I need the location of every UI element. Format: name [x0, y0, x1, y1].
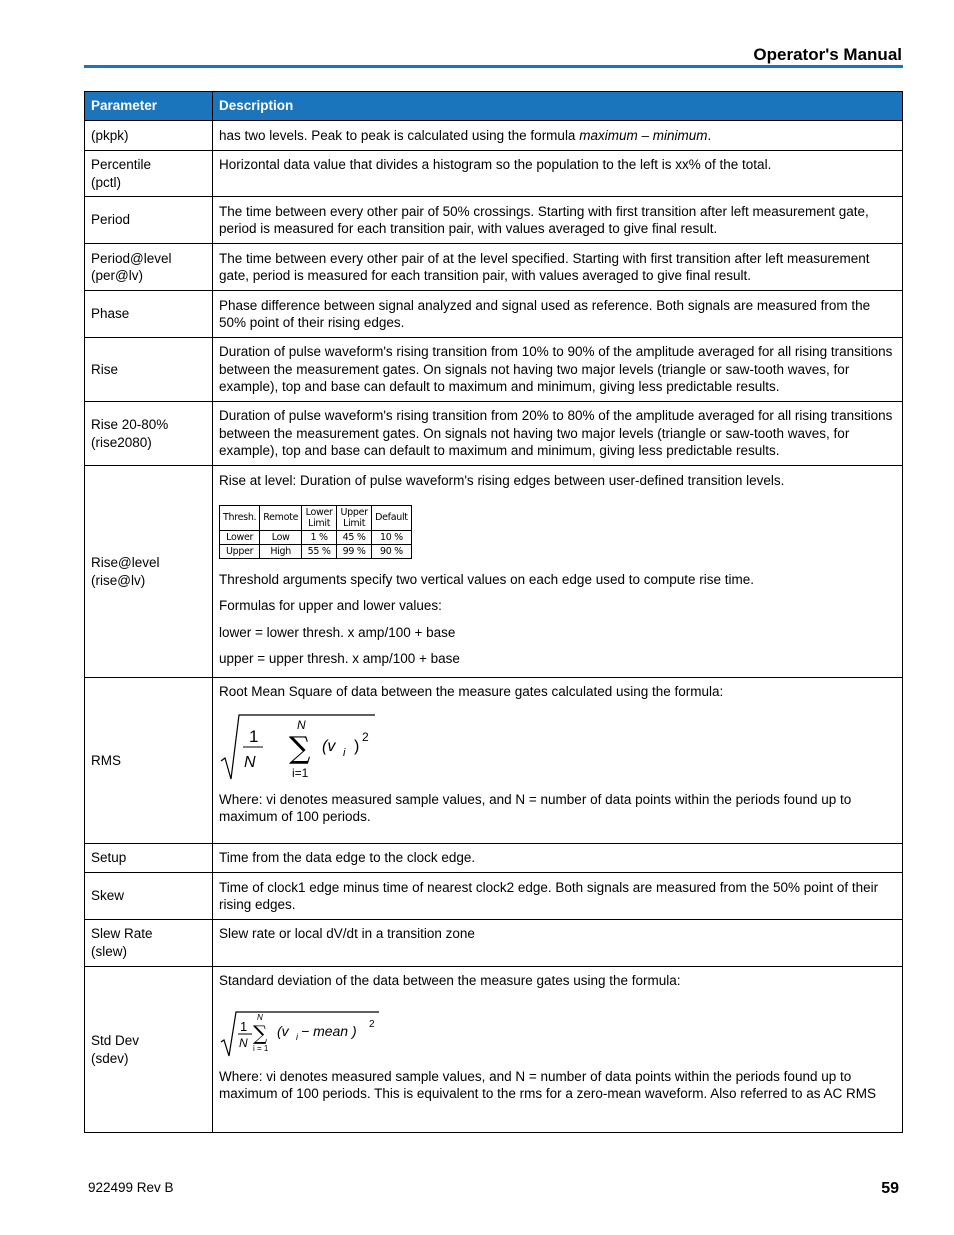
param-name: Period — [91, 212, 131, 228]
formula-term: (v — [277, 1022, 289, 1039]
header-title: Operator's Manual — [753, 45, 902, 64]
desc-text: . — [707, 127, 712, 143]
param-abbrev: (rise2080) — [91, 434, 152, 450]
threshold-cell: 90 % — [372, 544, 412, 558]
threshold-cell: 55 % — [302, 544, 337, 558]
param-cell — [85, 244, 213, 291]
formula-denominator: N — [244, 753, 256, 771]
table-row — [85, 873, 903, 920]
threshold-row — [220, 544, 412, 558]
param-cell — [85, 873, 213, 920]
threshold-cell: 99 % — [337, 544, 372, 558]
desc-text: Duration of pulse waveform's rising transition from 20% to 80% of the amplitude averaged for all rising transitions between the measurement gates. On signals not having two major levels (triangle or saw-tooth waves, for example), top and base can default to maximum and minimum, giving less predictable results. — [219, 408, 893, 459]
sum-lower-limit: i = 1 — [253, 1043, 269, 1053]
desc-text: Slew rate or local dV/dt in a transition zone — [219, 926, 475, 941]
desc-text: has two levels. Peak to peak is calculated using the formula — [219, 127, 580, 143]
threshold-row — [220, 530, 412, 544]
param-cell — [85, 920, 213, 967]
desc-text: Root Mean Square of data between the measure gates calculated using the formula: — [219, 684, 724, 699]
threshold-cell: 10 % — [372, 530, 412, 544]
table-row — [85, 151, 903, 197]
param-name: Percentile — [91, 157, 152, 172]
formula-denominator: N — [239, 1035, 248, 1050]
table-row — [85, 920, 903, 967]
sum-lower-limit: i=1 — [292, 765, 309, 780]
threshold-table — [219, 505, 412, 559]
formula-exponent: 2 — [362, 729, 369, 744]
desc-cell — [213, 291, 903, 338]
param-abbrev: (slew) — [91, 943, 127, 959]
desc-cell — [213, 967, 903, 1133]
desc-cell — [213, 844, 903, 873]
header-parameter: Parameter — [85, 92, 213, 121]
formula-close: ) — [354, 737, 360, 755]
desc-text: Phase difference between signal analyzed and signal used as reference. Both signals are measured from the 50% point of their rising edges. — [219, 297, 871, 330]
desc-note: Where: vi denotes measured sample values, and N = number of data points within the periods found up to maximum of 100 periods. This is equivalent to the rms for a zero-mean waveform. Also referred to as AC RMS — [219, 1068, 877, 1101]
param-name: Skew — [91, 888, 125, 904]
table-row — [85, 402, 903, 466]
desc-text: Standard deviation of the data between the measure gates using the formula: — [219, 973, 681, 988]
sigma-symbol: ∑ — [289, 730, 311, 766]
param-name: Rise — [91, 361, 119, 377]
desc-cell — [213, 402, 903, 466]
desc-cell — [213, 121, 903, 151]
threshold-header: Default — [372, 505, 412, 530]
desc-text: Threshold arguments specify two vertical values on each edge used to compute rise time. — [219, 571, 755, 587]
param-name: Period@level — [91, 250, 172, 266]
desc-text: Duration of pulse waveform's rising transition from 10% to 90% of the amplitude averaged for all rising transitions between the measurement gates. On signals not having two major levels (triangle or saw-tooth waves, for example), top and base can default to maximum and minimum, giving less predictable results. — [219, 344, 893, 395]
formula-exponent: 2 — [369, 1018, 375, 1030]
param-cell — [85, 291, 213, 338]
table-row — [85, 967, 903, 1133]
table-header-row — [85, 92, 903, 121]
header-rule — [84, 65, 903, 68]
threshold-cell: Low — [260, 530, 302, 544]
header-description: Description — [213, 92, 903, 121]
threshold-cell: High — [260, 544, 302, 558]
desc-formula: maximum – minimum — [579, 127, 708, 143]
threshold-header-row — [220, 505, 412, 530]
param-name: Slew Rate — [91, 926, 153, 941]
threshold-cell: 45 % — [337, 530, 372, 544]
desc-cell — [213, 920, 903, 967]
sum-upper-limit: N — [257, 1012, 263, 1022]
parameter-table — [84, 91, 903, 1133]
desc-text: lower = lower thresh. x amp/100 + base — [219, 624, 456, 640]
table-row — [85, 338, 903, 402]
table-row — [85, 121, 903, 151]
param-name: Std Dev — [91, 1033, 140, 1048]
desc-text: The time between every other pair of at the level specified. Starting with first transition after left measurement gate, period is measured for each transition pair, with values averaged to give final result. — [219, 250, 870, 283]
desc-text: The time between every other pair of 50% crossings. Starting with first transition after left measurement gate, period is measured for each transition pair, with values averaged to give final result. — [219, 203, 869, 236]
table-row — [85, 844, 903, 873]
desc-text: Time from the data edge to the clock edge. — [219, 850, 476, 866]
threshold-cell: Upper — [220, 544, 260, 558]
formula-subscript: i — [343, 746, 346, 759]
table-row — [85, 466, 903, 678]
document-id: 922499 Rev B — [88, 1180, 174, 1195]
rms-formula — [219, 711, 379, 783]
desc-text: Time of clock1 edge minus time of nearest clock2 edge. Both signals are measured from the 50% point of their rising edges. — [219, 879, 879, 912]
param-abbrev: (per@lv) — [91, 268, 143, 283]
desc-text: upper = upper thresh. x amp/100 + base — [219, 651, 460, 666]
threshold-header: Thresh. — [220, 505, 260, 530]
param-cell — [85, 338, 213, 402]
param-name: Phase — [91, 306, 130, 322]
table-row — [85, 197, 903, 244]
sdev-formula — [219, 1004, 384, 1060]
param-cell — [85, 967, 213, 1133]
sigma-symbol: ∑ — [253, 1020, 268, 1045]
param-cell — [85, 678, 213, 844]
param-name: (pkpk) — [91, 127, 129, 143]
desc-note: Where: vi denotes measured sample values, and N = number of data points within the periods found up to maximum of 100 periods. — [219, 791, 852, 824]
param-cell — [85, 402, 213, 466]
threshold-header: Upper Limit — [337, 505, 372, 530]
param-cell — [85, 151, 213, 197]
threshold-header: Lower Limit — [302, 505, 337, 530]
param-abbrev: (rise@lv) — [91, 572, 146, 588]
param-cell — [85, 197, 213, 244]
desc-text: Horizontal data value that divides a histogram so the population to the left is xx% of the total. — [219, 157, 772, 172]
param-name: Rise@level — [91, 555, 160, 570]
page-number: 59 — [881, 1180, 899, 1197]
formula-mean: − mean ) — [301, 1022, 357, 1039]
desc-cell — [213, 873, 903, 920]
threshold-cell: 1 % — [302, 530, 337, 544]
desc-cell — [213, 338, 903, 402]
table-row — [85, 244, 903, 291]
desc-cell — [213, 678, 903, 844]
table-row — [85, 291, 903, 338]
desc-cell — [213, 244, 903, 291]
formula-numerator: 1 — [240, 1018, 248, 1034]
threshold-cell: Lower — [220, 530, 260, 544]
formula-term: (v — [322, 737, 336, 755]
desc-text: Formulas for upper and lower values: — [219, 598, 442, 613]
sum-upper-limit: N — [297, 717, 306, 732]
param-cell — [85, 466, 213, 678]
formula-subscript: i — [296, 1031, 298, 1042]
formula-numerator: 1 — [249, 726, 259, 746]
desc-cell — [213, 197, 903, 244]
param-abbrev: (sdev) — [91, 1050, 129, 1066]
param-abbrev: (pctl) — [91, 174, 121, 190]
param-name: Rise 20-80% — [91, 417, 169, 432]
param-cell — [85, 121, 213, 151]
param-name: RMS — [91, 752, 121, 768]
desc-text: Rise at level: Duration of pulse waveform's rising edges between user-defined transition levels. — [219, 473, 785, 488]
param-cell — [85, 844, 213, 873]
table-row — [85, 678, 903, 844]
desc-cell — [213, 466, 903, 678]
desc-cell — [213, 151, 903, 197]
param-name: Setup — [91, 850, 127, 866]
threshold-header: Remote — [260, 505, 302, 530]
